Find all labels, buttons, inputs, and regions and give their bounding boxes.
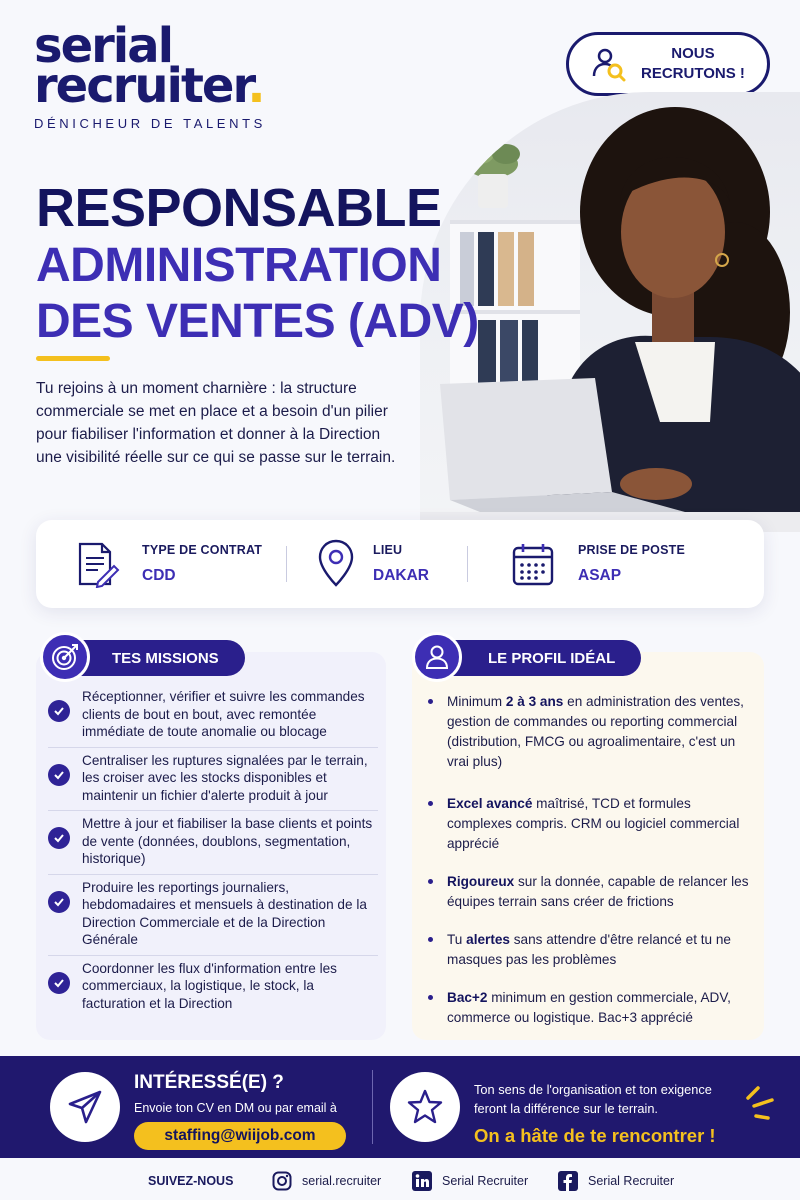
info-contract — [76, 540, 286, 588]
missions-heading: TES MISSIONS — [54, 640, 245, 676]
brand-tagline: DÉNICHEUR DE TALENTS — [34, 116, 266, 131]
list-item: Réceptionner, vérifier et suivre les commandes clients de bout en bout, avec remontée immédiate de toute anomalie ou blocage — [48, 684, 378, 748]
list-item: Rigoureux sur la donnée, capable de relancer les équipes terrain sans créer de frictions — [426, 872, 758, 912]
title-line2: ADMINISTRATION — [36, 239, 442, 292]
target-icon — [50, 642, 80, 672]
contact-email-link[interactable]: staffing@wiijob.com — [134, 1122, 346, 1150]
send-circle — [50, 1072, 120, 1142]
bullet-icon — [428, 937, 433, 942]
list-item: Tu alertes sans attendre d'être relancé et tu ne masques pas les problèmes — [426, 930, 758, 970]
star-circle — [390, 1072, 460, 1142]
list-item: Coordonner les flux d'information entre les commerciaux, la logistique, le stock, la facturation et la Direction — [48, 956, 378, 1019]
instagram-icon — [272, 1171, 292, 1191]
profil-heading: LE PROFIL IDÉAL — [430, 640, 641, 676]
user-icon — [423, 643, 451, 671]
info-contract-value: CDD — [142, 567, 176, 584]
info-location — [317, 539, 467, 589]
badge-line2: RECRUTONS ! — [641, 65, 745, 82]
info-separator — [467, 546, 468, 582]
info-location-value: DAKAR — [373, 567, 429, 584]
logo-line-recruiter: recruiter. — [34, 58, 264, 114]
instagram-link[interactable]: serial.recruiter — [272, 1171, 381, 1191]
check-icon — [48, 891, 70, 913]
title-line1: RESPONSABLE — [36, 178, 442, 238]
list-item: Centraliser les ruptures signalées par le terrain, les croiser avec les stocks disponibles et maintenir un fichier d'alerte produit à jour — [48, 748, 378, 812]
hiring-badge — [566, 32, 770, 96]
banner-separator — [372, 1070, 373, 1144]
list-item: Bac+2 minimum en gestion commerciale, ADV, commerce ou logistique. Bac+3 apprécié — [426, 988, 758, 1028]
calendar-icon — [512, 542, 554, 586]
star-icon — [405, 1087, 445, 1127]
check-icon — [48, 700, 70, 722]
brand-logo — [34, 18, 284, 131]
missions-list — [48, 684, 378, 1018]
bullet-icon — [428, 699, 433, 704]
follow-label: SUIVEZ-NOUS — [148, 1174, 234, 1188]
list-item: Excel avancé maîtrisé, TCD et formules complexes compris. CRM ou logiciel commercial apprécié — [426, 794, 758, 854]
list-item: Mettre à jour et fiabiliser la base clients et points de vente (données, doublons, segmentation, historique) — [48, 811, 378, 875]
missions-badge — [40, 632, 90, 682]
check-icon — [48, 827, 70, 849]
info-location-label: LIEU — [373, 543, 403, 557]
paper-plane-icon — [66, 1088, 104, 1126]
facebook-icon — [558, 1171, 578, 1191]
location-pin-icon — [317, 539, 355, 589]
logo-line-serial: serial — [34, 18, 173, 74]
info-start-label: PRISE DE POSTE — [578, 543, 685, 557]
list-item: Produire les reportings journaliers, hebdomadaires et mensuels à destination de la Direction Commerciale et de la Direction Générale — [48, 875, 378, 956]
info-start-value: ASAP — [578, 567, 622, 584]
bullet-icon — [428, 879, 433, 884]
job-title — [36, 178, 479, 350]
sparkle-icon — [742, 1084, 782, 1124]
title-underline — [36, 356, 110, 361]
bullet-icon — [428, 995, 433, 1000]
info-contract-label: TYPE DE CONTRAT — [142, 543, 263, 557]
profil-badge — [412, 632, 462, 682]
job-info-card — [36, 520, 764, 608]
banner-message: Ton sens de l'organisation et ton exigence feront la différence sur le terrain. — [474, 1082, 712, 1116]
banner-subtitle: Envoie ton CV en DM ou par email à — [134, 1101, 337, 1115]
facebook-link[interactable]: Serial Recruiter — [558, 1171, 674, 1191]
banner-cta: On a hâte de te rencontrer ! — [474, 1125, 716, 1146]
profil-list — [426, 692, 758, 1028]
badge-line1: NOUS — [671, 45, 715, 62]
list-item: Minimum 2 à 3 ans en administration des ventes, gestion de commandes ou reporting commercial (distribution, FMCG ou agroalimentaire, c'est un vrai plus) — [426, 692, 758, 772]
intro-paragraph: Tu rejoins à un moment charnière : la structure commerciale se met en place et a besoin d'un pilier pour fiabiliser l'information et donner à la Direction une visibilité réelle sur ce qui se passe sur le terrain. — [36, 380, 396, 466]
check-icon — [48, 764, 70, 786]
banner-title: INTÉRESSÉ(E) ? — [134, 1072, 284, 1093]
bullet-icon — [428, 801, 433, 806]
social-row — [0, 1162, 800, 1200]
info-start — [512, 542, 685, 586]
linkedin-icon — [412, 1171, 432, 1191]
check-icon — [48, 972, 70, 994]
contract-icon — [76, 540, 120, 588]
linkedin-link[interactable]: Serial Recruiter — [412, 1171, 528, 1191]
recruit-search-icon — [591, 46, 627, 82]
info-separator — [286, 546, 287, 582]
title-line3: DES VENTES (ADV) — [36, 295, 479, 348]
